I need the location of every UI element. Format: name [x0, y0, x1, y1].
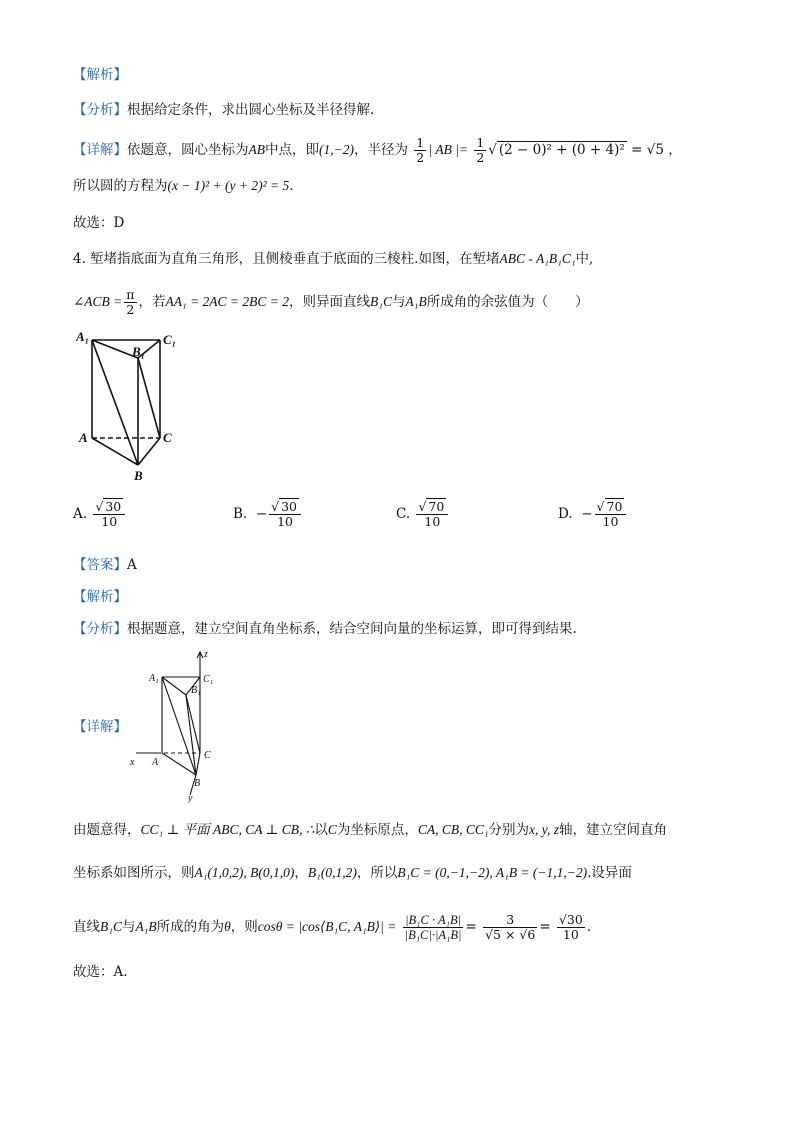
d2-text-l2c: .设异面: [587, 865, 632, 881]
option-c-label: C.: [396, 506, 411, 522]
option-c[interactable]: [396, 500, 450, 529]
answer-tag: 【答案】: [73, 557, 127, 573]
q4-condition: AA₁ = 2AC = 2BC = 2: [165, 294, 290, 309]
option-a-num: 30: [105, 499, 122, 514]
half-num-2: 1: [476, 135, 485, 150]
answer-line: [73, 556, 137, 574]
half-den: 2: [416, 150, 425, 165]
label-a1: A₁: [76, 329, 90, 344]
fig2-label-a: A: [152, 757, 159, 768]
angle-acb: ∠ACB =: [73, 294, 123, 309]
fig2-label-c1: C₁: [203, 674, 214, 685]
d2-eq2: =: [539, 919, 551, 935]
pi-num: π: [126, 287, 135, 302]
answer-choice-1: 故选：D: [73, 215, 125, 231]
option-a-fraction: $\frac{√ 30}{10}$: [93, 500, 125, 529]
d2-text-l2a: 坐标系如图所示，则: [73, 865, 195, 881]
option-d-label: D.: [558, 506, 573, 522]
label-a: A: [79, 430, 88, 445]
detail2-line1: [73, 821, 667, 839]
circle-equation-line: [73, 177, 294, 195]
fig2-label-b1: B₁: [191, 685, 201, 696]
coordinate-figure: [128, 645, 238, 803]
d2-text-a: 由题意得，: [73, 822, 141, 838]
abs-ab: | AB |=: [428, 142, 469, 157]
pi-over-2: [124, 288, 136, 317]
answer-choice-2: 故选：A.: [73, 964, 128, 980]
d2-perp: CC₁ ⊥ 平面 ABC, CA ⊥ CB, ∴: [140, 822, 315, 837]
axis-y-label: y: [188, 793, 193, 803]
fig2-label-b: B: [194, 778, 201, 789]
detail-tag-2: 【详解】: [73, 719, 127, 735]
equals-sqrt5: = √5 ，: [631, 142, 682, 158]
d2-dot-den: |B₁C|·|A₁B|: [404, 928, 462, 942]
option-a-label: A.: [73, 506, 88, 522]
option-b[interactable]: [233, 500, 303, 529]
d2-text-f: 分别为: [488, 822, 530, 838]
analysis-tag-2: 【分析】: [73, 621, 127, 637]
d2-three: 3: [483, 913, 537, 928]
d2-xyz: x, y, z: [529, 822, 560, 837]
option-b-den: 10: [277, 514, 294, 529]
option-d-fraction: $\frac{√ 70}{10}$: [595, 500, 627, 529]
d2-text-d: 为坐标原点，: [336, 822, 418, 838]
q4-text-b: 中,: [575, 251, 594, 267]
half-fraction-2: [474, 136, 486, 165]
label-b: B: [134, 468, 143, 483]
option-b-num: 30: [281, 499, 297, 514]
circle-period: .: [289, 178, 294, 194]
sqrt-expression: (2 − 0)² + (0 + 4)²: [498, 142, 625, 158]
analysis-line: [73, 101, 374, 119]
half-num: 1: [416, 135, 425, 150]
analysis-text-2: 根据题意，建立空间直角坐标系，结合空间向量的坐标运算，即可得到结果.: [127, 621, 577, 637]
q4-line1: [73, 250, 593, 268]
d2-theta: θ: [224, 919, 231, 934]
d2-origin: C: [327, 822, 337, 837]
label-b1: B₁: [132, 344, 146, 359]
option-c-den: 10: [424, 514, 441, 529]
detail-text-a: 依题意，圆心坐标为: [127, 142, 249, 158]
d2-den-sqrt: √5 × √6: [485, 927, 536, 942]
d2-b1c: B₁C: [100, 919, 122, 934]
segment-ab: AB: [248, 142, 265, 157]
jiexi-heading-2: 【解析】: [73, 589, 127, 605]
label-c1: C₁: [163, 332, 177, 347]
option-a[interactable]: [73, 500, 127, 529]
d2-text-l3a: 直线: [73, 919, 100, 935]
option-d-num: 70: [606, 499, 623, 514]
d2-dot-fraction: [403, 913, 464, 942]
q4-text-d: ，则异面直线: [289, 294, 371, 310]
pi-den: 2: [126, 302, 135, 317]
d2-res-num: √30: [558, 912, 583, 927]
option-a-den: 10: [101, 514, 118, 529]
detail-tag: 【详解】: [73, 142, 127, 158]
option-b-sign: −: [255, 506, 268, 522]
detail-text-b: 中点，即: [265, 142, 319, 158]
half-den-2: 2: [476, 150, 485, 165]
q4-text-c: ，若: [138, 294, 166, 310]
d2-text-l3c: ，则: [230, 919, 258, 935]
d2-res-den: 10: [562, 927, 579, 942]
d2-text-l2b: ，所以: [356, 865, 398, 881]
detail2-line3: [73, 913, 591, 942]
detail2-line2: [73, 864, 632, 882]
analysis-text: 根据给定条件，求出圆心坐标及半径得解.: [127, 102, 375, 118]
q4-text-a: 4. 堑堵指底面为直角三角形，且侧棱垂直于底面的三棱柱.如图，在堑堵: [73, 251, 500, 267]
prism-figure: [76, 328, 186, 483]
circle-equation: (x − 1)² + (y + 2)² = 5: [167, 178, 290, 193]
circle-text: 所以圆的方程为: [73, 178, 168, 194]
option-b-fraction: $\frac{√ 30}{10}$: [269, 500, 301, 529]
analysis-tag: 【分析】: [73, 102, 127, 118]
fig2-label-a1: A₁: [149, 673, 159, 684]
jiexi-heading: 【解析】: [73, 67, 127, 83]
detail-text-c: ，半径为: [353, 142, 408, 158]
d2-period: .: [586, 919, 592, 935]
d2-result-fraction: [557, 913, 585, 942]
line-b1c: B₁C: [370, 294, 392, 309]
label-c: C: [163, 430, 172, 445]
option-c-num: 70: [428, 499, 445, 514]
q4-text-e: 所成角的余弦值为（ ）: [426, 294, 589, 310]
d2-val-fraction: [483, 913, 537, 942]
axis-z-label: z: [204, 649, 208, 660]
d2-text-l3b: 所成的角为: [156, 919, 225, 935]
d2-eq1: =: [465, 919, 477, 935]
d2-dot-num: |B₁C · A₁B|: [403, 913, 464, 928]
d2-axes-lines: CA, CB, CC₁: [417, 822, 489, 837]
analysis-line-2: [73, 620, 577, 638]
d2-point-b1: B₁(0,1,2): [307, 865, 357, 880]
q4-yu: 与: [392, 294, 406, 310]
prism-name: ABC - A₁B₁C₁: [499, 251, 576, 266]
option-c-fraction: $\frac{√ 70}{10}$: [416, 500, 448, 529]
d2-text-h: 轴，建立空间直角: [559, 822, 668, 838]
option-b-label: B.: [233, 506, 248, 522]
d2-yu: 与: [121, 919, 136, 935]
option-d[interactable]: [558, 500, 628, 529]
d2-comma: ，: [294, 865, 308, 881]
half-fraction: [414, 136, 426, 165]
d2-text-c: 以: [314, 822, 328, 838]
option-d-sign: −: [581, 506, 593, 522]
detail-line: 【详解】依题意，圆心坐标为AB中点，即(1,−2)，半径为 $\frac{1}{2}$ | AB |= $\frac{1}{2}$ √ (2 − 0)² + (0 + 4)² = √5 ，: [73, 135, 682, 165]
q4-line2: [73, 288, 589, 317]
option-d-den: 10: [602, 514, 619, 529]
fig2-label-c: C: [204, 750, 211, 761]
d2-points: A₁(1,0,2), B(0,1,0): [194, 865, 295, 880]
line-a1b: A₁B: [405, 294, 427, 309]
axis-x-label: x: [130, 757, 135, 768]
answer-value: A: [127, 557, 137, 573]
d2-a1b: A₁B: [135, 919, 157, 934]
d2-vectors: B₁C = (0,−1,−2), A₁B = (−1,1,−2): [397, 865, 588, 880]
center-coords: (1,−2): [319, 142, 354, 157]
d2-cos-lhs: cosθ = |cos⟨B₁C, A₁B⟩| =: [257, 919, 397, 934]
